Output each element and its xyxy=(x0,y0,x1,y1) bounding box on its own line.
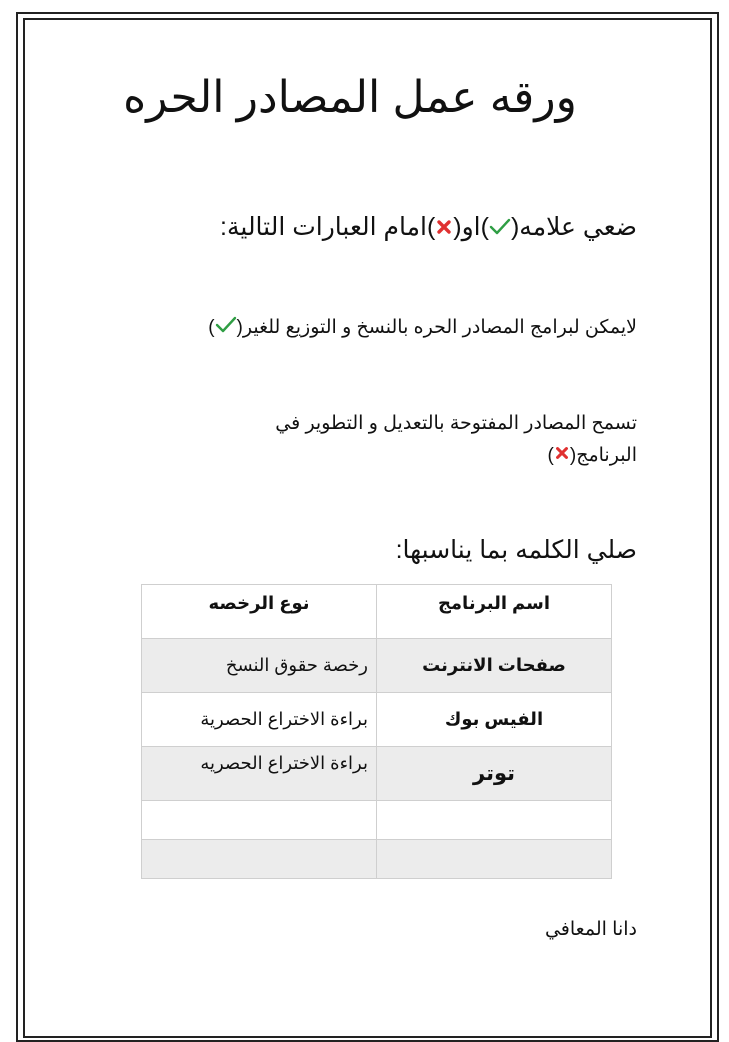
program-cell xyxy=(377,840,612,879)
author-name: دانا المعافي xyxy=(544,919,637,940)
table-row xyxy=(142,840,612,879)
matching-instruction: صلي الكلمه بما يناسبها: xyxy=(395,536,637,564)
statement-1: لايمكن لبرامج المصادر الحره بالنسخ و التوزيع للغير() xyxy=(208,317,637,339)
statement-2: تسمح المصادر المفتوحة بالتعديل و التطوير في البرنامج() xyxy=(207,408,637,472)
license-cell xyxy=(142,840,377,879)
license-cell: براءة الاختراع الحصريه xyxy=(142,747,377,801)
instruction-prefix: ضعي علامه xyxy=(519,213,637,241)
instruction-suffix: امام العبارات التالية: xyxy=(220,213,427,241)
statement-1-text: لايمكن لبرامج المصادر الحره بالنسخ و التوزيع للغير xyxy=(242,317,637,339)
cross-icon xyxy=(554,440,570,472)
program-cell xyxy=(377,801,612,840)
cross-icon xyxy=(435,214,453,243)
page-title: ورقه عمل المصادر الحره xyxy=(123,73,577,122)
table-header-row xyxy=(142,585,612,639)
program-cell: توتر xyxy=(377,747,612,801)
check-icon xyxy=(215,316,237,340)
program-cell: صفحات الانترنت xyxy=(377,639,612,693)
table-row xyxy=(142,693,612,747)
instruction-line: ضعي علامه()او()امام العبارات التالية: xyxy=(220,213,637,241)
page-border-inner xyxy=(23,18,712,1038)
table-row xyxy=(142,747,612,801)
table-row xyxy=(142,801,612,840)
header-program: اسم البرنامج xyxy=(377,585,612,639)
statement-2-text: تسمح المصادر المفتوحة بالتعديل و التطوير في البرنامج xyxy=(275,413,637,467)
check-icon xyxy=(489,214,511,243)
instruction-connector: او xyxy=(461,213,481,241)
table-row xyxy=(142,639,612,693)
program-cell: الفيس بوك xyxy=(377,693,612,747)
header-license: نوع الرخصه xyxy=(142,585,377,639)
license-cell xyxy=(142,801,377,840)
license-cell: رخصة حقوق النسخ xyxy=(142,639,377,693)
license-cell: براءة الاختراع الحصرية xyxy=(142,693,377,747)
matching-table xyxy=(141,584,612,879)
